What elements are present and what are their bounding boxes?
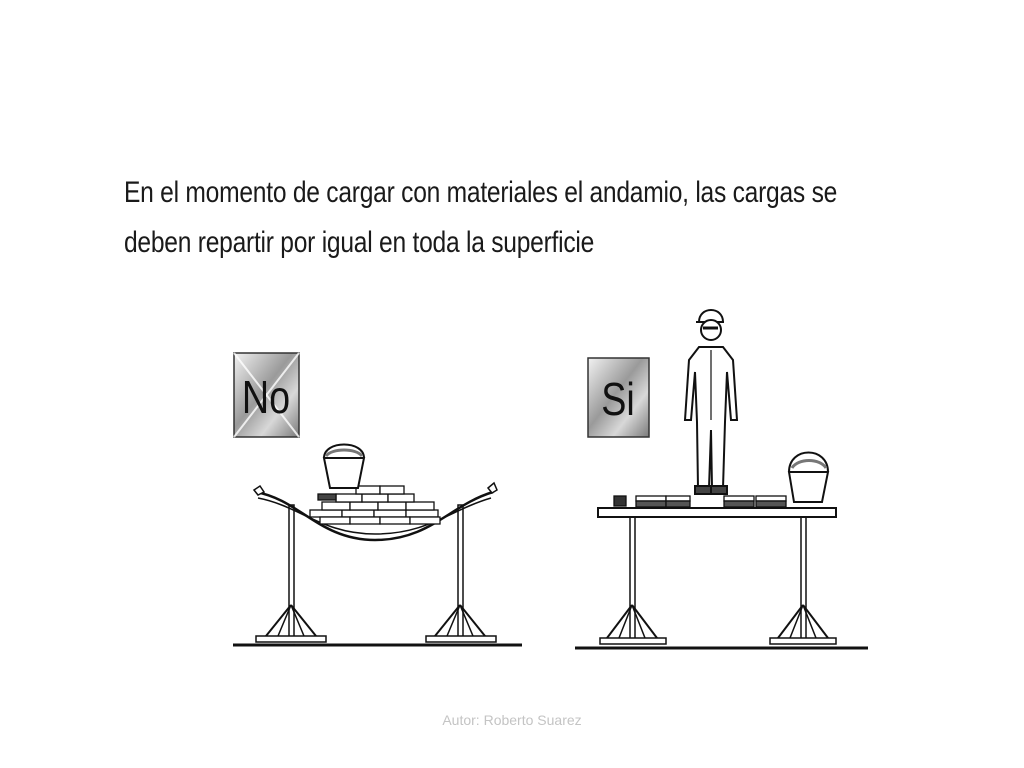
brick-pile: [310, 486, 440, 524]
left-scaffold-leg-2: [426, 505, 496, 642]
no-badge-label: No: [241, 371, 291, 423]
right-scaffold-leg-1: [600, 515, 666, 644]
left-scaffold-leg-1: [256, 505, 326, 642]
incorrect-scaffold-scene: [233, 353, 522, 645]
correct-scaffold-scene: [575, 310, 868, 648]
bucket-icon: [789, 453, 828, 503]
body-text-line-2: deben repartir por igual en toda la superficie: [124, 226, 595, 259]
bucket-icon: [324, 445, 364, 489]
si-badge: [588, 358, 649, 437]
worker-figure-icon: [685, 310, 737, 494]
body-text-line-1: En el momento de cargar con materiales el andamio, las cargas se: [124, 176, 838, 209]
si-badge-label: Si: [601, 373, 635, 425]
right-scaffold-leg-2: [770, 515, 836, 644]
no-badge: [234, 353, 299, 437]
flat-platform: [598, 508, 836, 517]
distributed-bricks: [614, 496, 786, 507]
footer-author: Autor: Roberto Suarez: [442, 712, 582, 728]
